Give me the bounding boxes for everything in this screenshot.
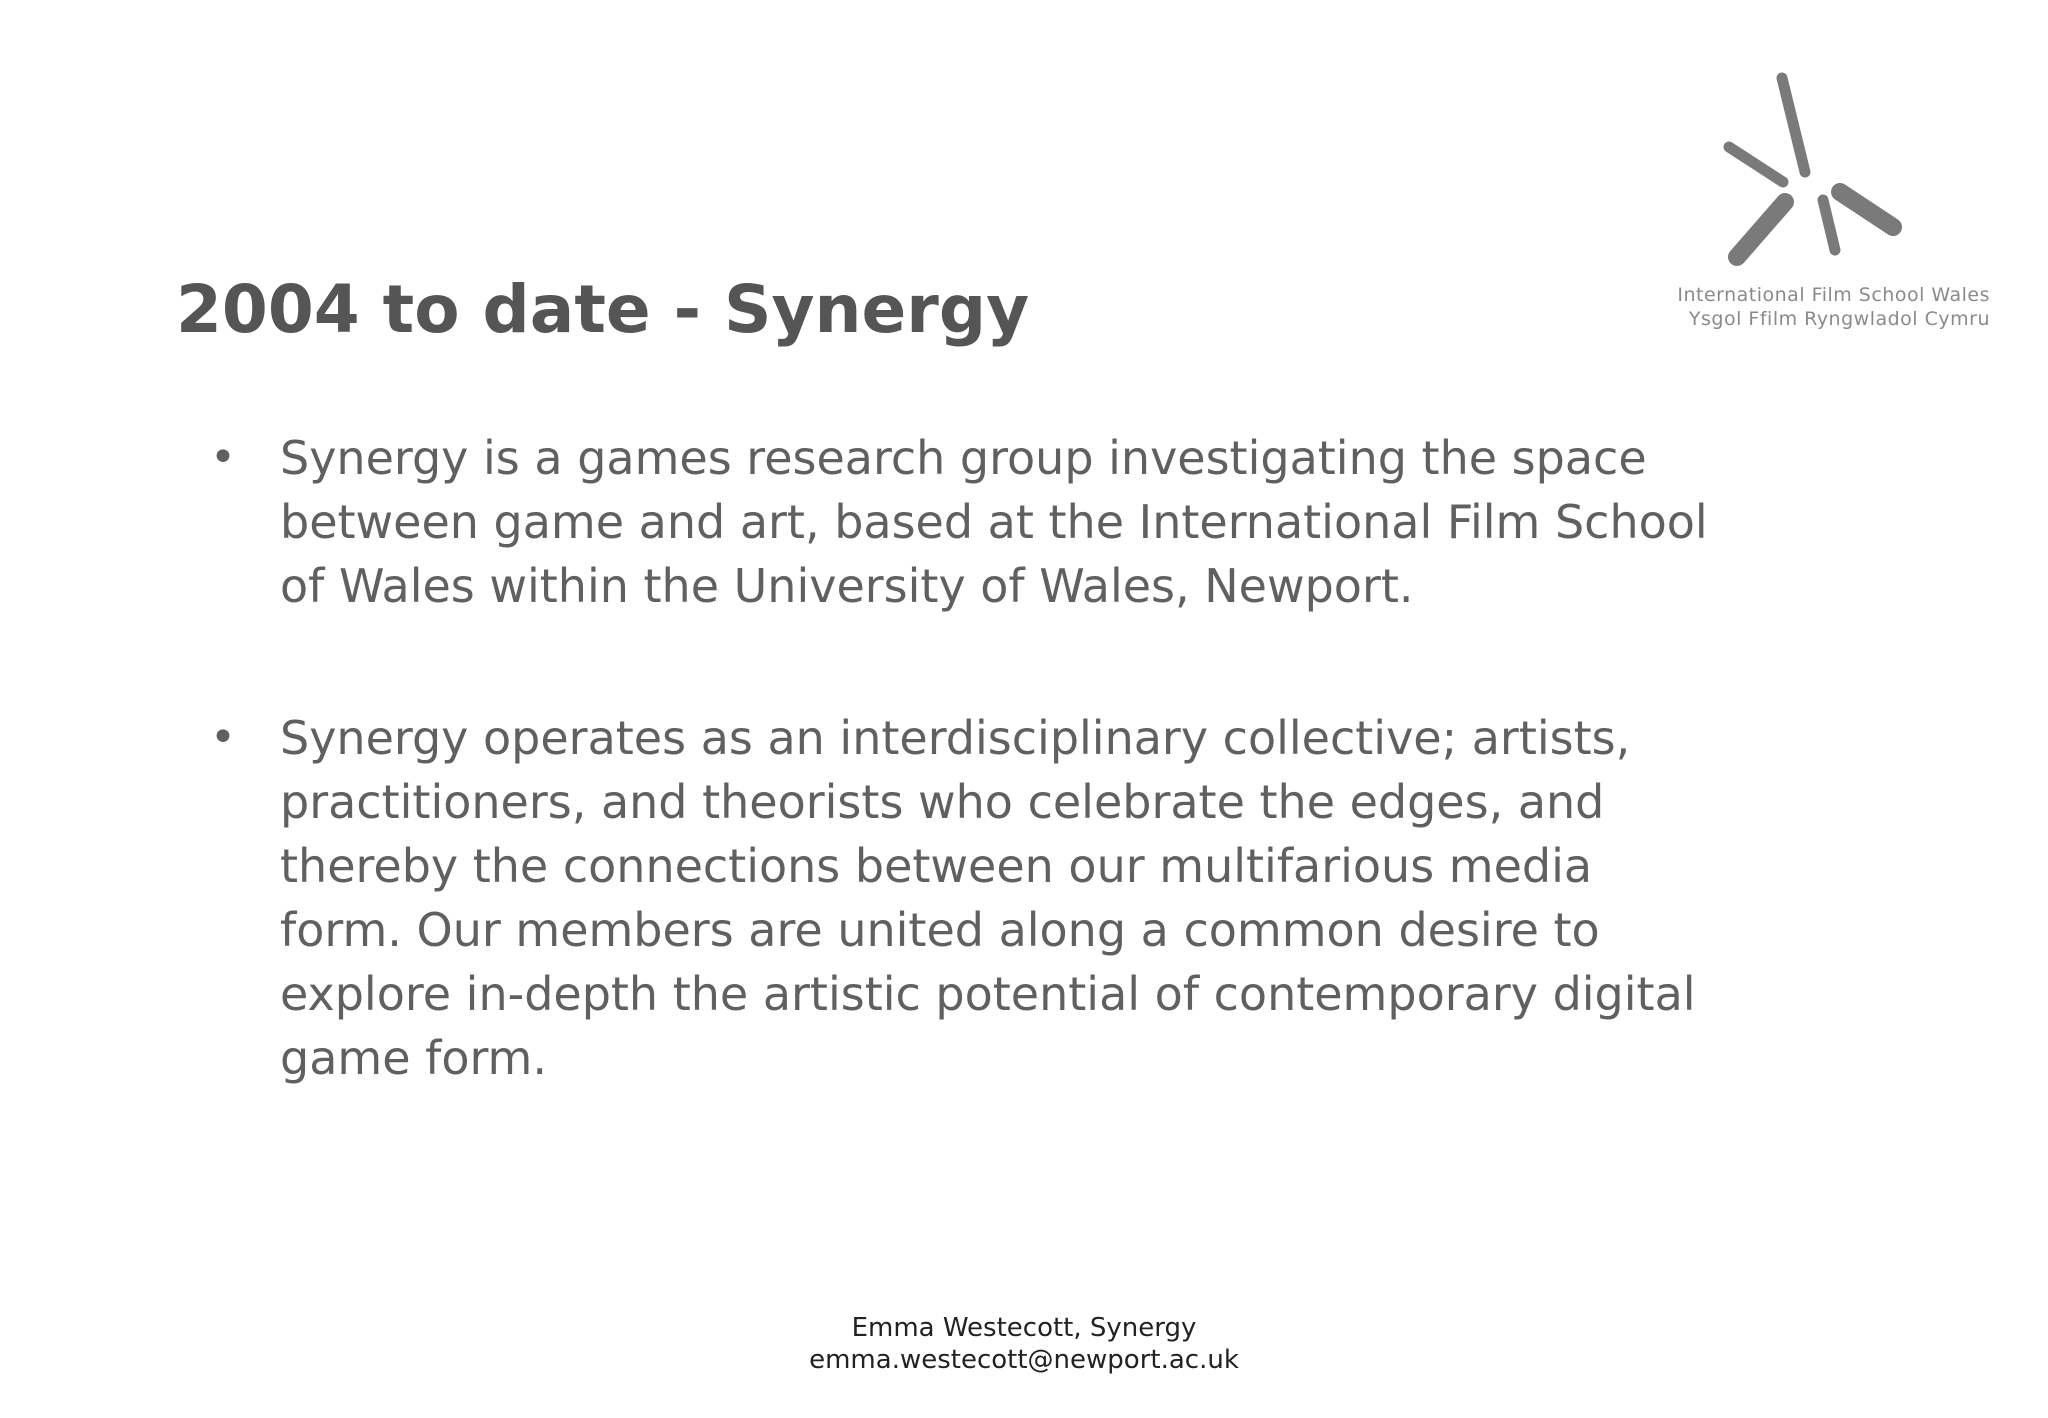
- bullet-text-line: form. Our members are united along a common desire to: [280, 903, 1600, 957]
- bullet-text-line: between game and art, based at the International Film School: [280, 495, 1708, 549]
- school-logo: [1630, 72, 1990, 342]
- author-email: emma.westecott@newport.ac.uk: [809, 1345, 1239, 1375]
- bullet-text-line: Synergy operates as an interdisciplinary collective; artists,: [280, 711, 1631, 765]
- bullet-text-line: explore in-depth the artistic potential of contemporary digital: [280, 967, 1696, 1021]
- logo-text-english: International Film School Wales: [1677, 284, 1990, 306]
- bullet-text-line: practitioners, and theorists who celebrate the edges, and: [280, 775, 1605, 829]
- footer: [0, 1312, 2048, 1376]
- bullet-text: [280, 706, 1940, 1090]
- bullet-text-line: thereby the connections between our multifarious media: [280, 839, 1593, 893]
- bullet-text-line: of Wales within the University of Wales, Newport.: [280, 559, 1414, 613]
- bullet-dot: •: [210, 432, 236, 483]
- bullet-text-line: Synergy is a games research group investigating the space: [280, 431, 1647, 485]
- slide-title: 2004 to date - Synergy: [176, 271, 1030, 348]
- author-name: Emma Westecott, Synergy: [851, 1313, 1197, 1343]
- logo-text-welsh: Ysgol Ffilm Ryngwladol Cymru: [1688, 308, 1990, 330]
- bullet-dot: •: [210, 712, 236, 763]
- bullet-text-line: game form.: [280, 1031, 547, 1085]
- starburst-logo-icon: [1715, 72, 1905, 272]
- bullet-text: [280, 426, 1940, 618]
